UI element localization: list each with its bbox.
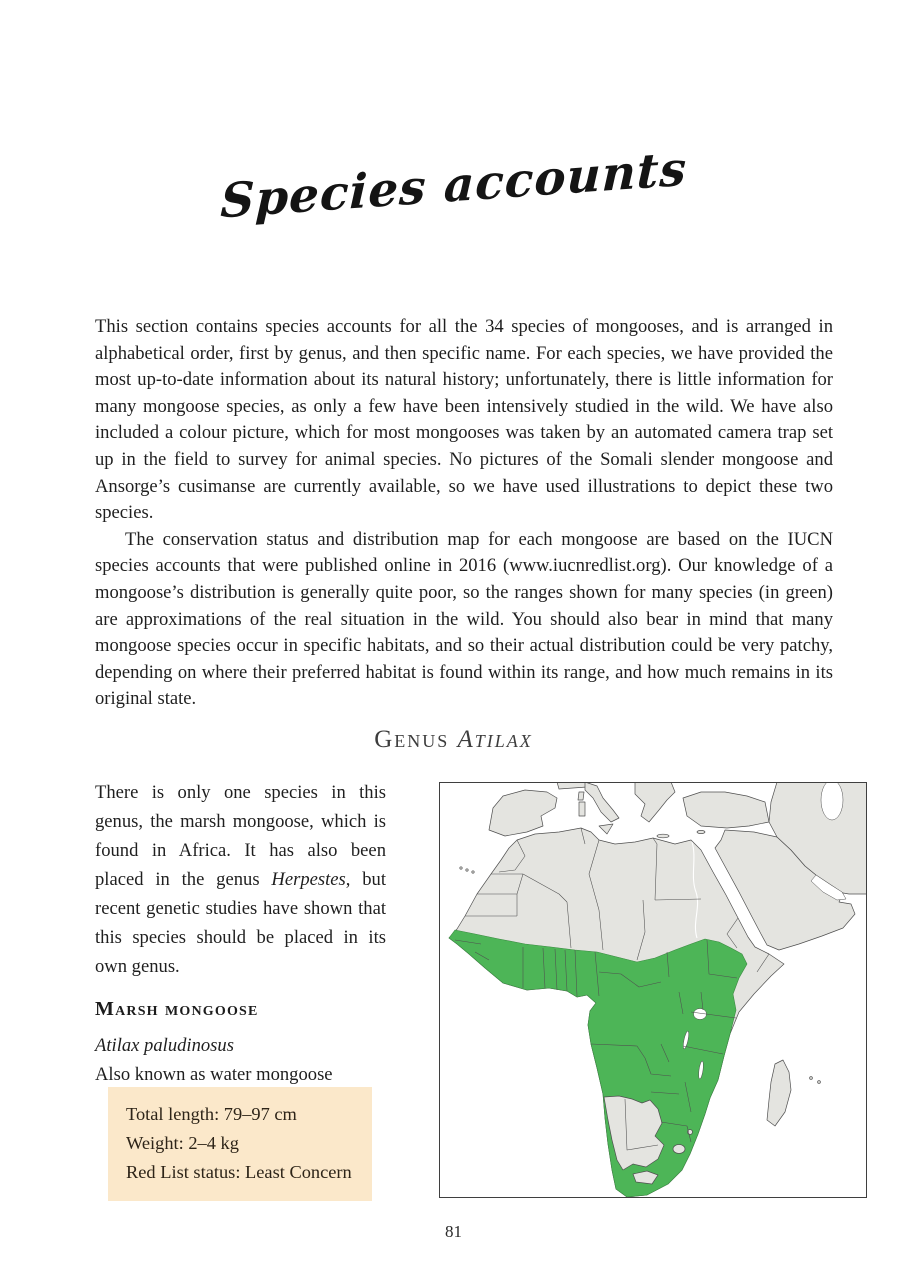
- species-fact-box: [108, 1087, 372, 1201]
- chapter-title-text: Species accounts: [219, 141, 688, 230]
- species-alt-name: Also known as water mongoose: [95, 1064, 333, 1085]
- genus-description-text-end: , but recent genetic studies have shown that this species should be placed in its own genus.: [95, 869, 387, 977]
- indian-ocean-island: [818, 1081, 821, 1084]
- lesotho: [673, 1145, 685, 1154]
- intro-paragraph-1: This section contains species accounts for all the 34 species of mongooses, and is arranged in alphabetical order, first by genus, and then specific name. For each species, we have provided the most up-to-date information about its natural history; unfortunately, there is little information for many mongoose species, as only a few have been intensively studied in the wild. We have also included a colour picture, which for most mongooses was taken by an automated camera trap set up in the field to survey for animal species. No pictures of the Somali slender mongoose and Ansorge’s cusimanse are currently available, so we have used illustrations to depict these two species.: [95, 316, 833, 524]
- crete: [657, 834, 669, 838]
- sardinia: [579, 802, 585, 816]
- distribution-map: [439, 782, 867, 1198]
- intro-text: [95, 314, 833, 713]
- africa-map-svg: [439, 782, 867, 1198]
- canary-island: [472, 871, 474, 873]
- cyprus: [697, 830, 705, 833]
- indian-ocean-island: [810, 1077, 813, 1080]
- species-scientific-name: Atilax paludinosus: [95, 1035, 234, 1056]
- intro-paragraph-2: The conservation status and distribution map for each mongoose are based on the IUCN species accounts that were published online in 2016 (www.iucnredlist.org). Our knowledge of a mongoose’s distribution is generally quite poor, so the ranges shown for many species (in green) are approximations of the real situation in the wild. You should also bear in mind that many mongoose species occur in specific habitats, and so their actual distribution could be very patchy, depending on where their preferred habitat is found within its range, and how much remains in its original state.: [95, 528, 833, 710]
- page-number: 81: [445, 1222, 462, 1241]
- genus-heading-prefix: Genus: [374, 726, 458, 753]
- canary-island: [460, 867, 462, 869]
- genus-description: [95, 778, 386, 981]
- canary-island: [466, 869, 468, 871]
- fact-redlist-status: Red List status: Least Concern: [126, 1162, 352, 1182]
- genus-description-text: There is only one species in this genus, the marsh mongoose, which is found in Africa. It has also been placed in the genus: [95, 782, 386, 890]
- species-common-name: Marsh mongoose: [95, 998, 259, 1020]
- genus-text-column: [95, 778, 386, 1089]
- genus-description-italic: Herpestes: [271, 869, 346, 890]
- fact-total-length: Total length: 79–97 cm: [126, 1104, 297, 1124]
- caspian-sea: [821, 782, 843, 820]
- genus-heading-name: Atilax: [457, 726, 533, 753]
- chapter-title: [0, 141, 907, 230]
- corsica: [578, 792, 584, 800]
- genus-heading: [0, 726, 907, 754]
- fact-weight: Weight: 2–4 kg: [126, 1133, 239, 1153]
